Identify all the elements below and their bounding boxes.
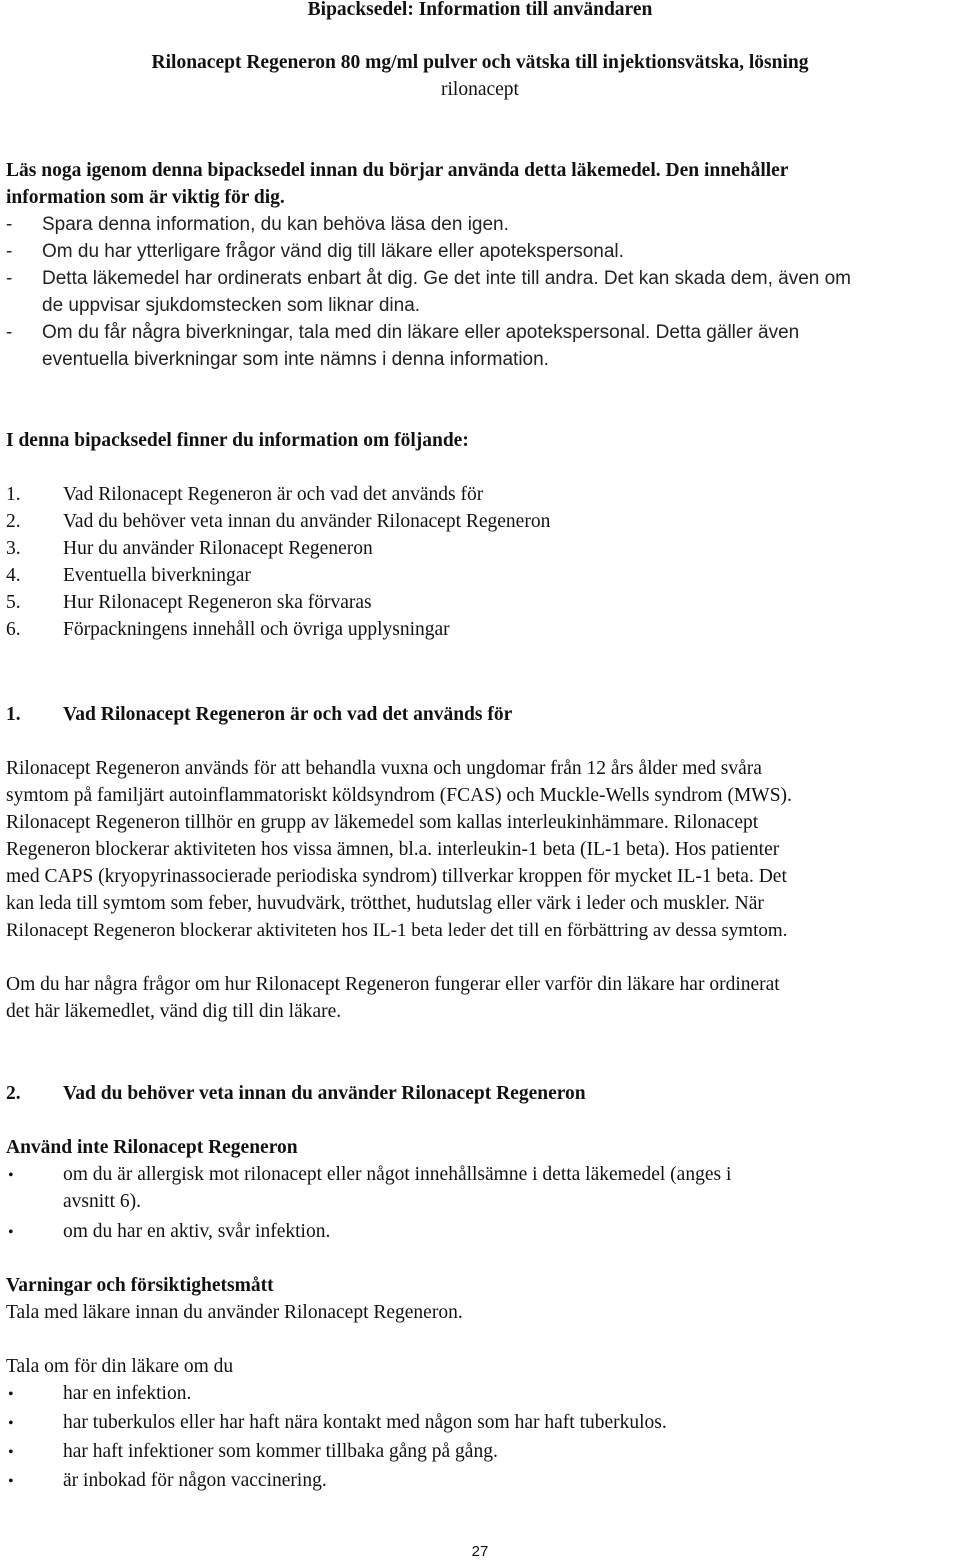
intro-list-item: [0, 265, 960, 319]
bullet-item: [0, 1409, 960, 1436]
intro-list-item: [0, 238, 960, 265]
toc-text: Hur Rilonacept Regeneron ska förvaras: [63, 592, 372, 613]
toc-item: [0, 481, 960, 508]
section-1-paragraph-2-line: Om du har några frågor om hur Rilonacept Regeneron fungerar eller varför din läkare har ordinerat: [6, 974, 780, 995]
bullet-item: [0, 1218, 960, 1245]
toc-number: 3.: [6, 538, 21, 559]
bullet-marker: •: [8, 1473, 14, 1490]
intro-item-text: de uppvisar sjukdomstecken som liknar dina.: [42, 295, 421, 316]
toc-item: [0, 616, 960, 643]
section-2-heading: [0, 1080, 960, 1107]
toc-number: 6.: [6, 619, 21, 640]
intro-item-text: Om du har ytterligare frågor vänd dig till läkare eller apotekspersonal.: [42, 241, 624, 262]
bullet-text: avsnitt 6).: [63, 1191, 141, 1212]
intro-list-item: [0, 211, 960, 238]
toc-text: Förpackningens innehåll och övriga upplysningar: [63, 619, 450, 640]
bullet-marker: •: [8, 1167, 14, 1184]
bullet-text: har tuberkulos eller har haft nära kontakt med någon som har haft tuberkulos.: [63, 1412, 667, 1433]
intro-bold-line-1: Läs noga igenom denna bipacksedel innan du börjar använda detta läkemedel. Den innehåller: [6, 160, 789, 181]
section-1-heading: [0, 701, 960, 728]
toc-heading: I denna bipacksedel finner du information om följande:: [6, 430, 469, 451]
dash-marker: -: [6, 268, 13, 289]
document-title: Bipacksedel: Information till användaren: [307, 0, 653, 20]
bullet-marker: •: [8, 1224, 14, 1241]
section-1-paragraph-line: med CAPS (kryopyrinassocierade periodiska syndrom) tillverkar kroppen för mycket IL-1 beta. Det: [6, 866, 787, 887]
toc-item: [0, 508, 960, 535]
dash-marker: -: [6, 322, 13, 343]
dash-marker: -: [6, 241, 13, 262]
section-1-paragraph-line: Rilonacept Regeneron används för att behandla vuxna och ungdomar från 12 års ålder med svåra: [6, 758, 762, 779]
bullet-text: om du har en aktiv, svår infektion.: [63, 1221, 331, 1242]
intro-item-text: Detta läkemedel har ordinerats enbart åt dig. Ge det inte till andra. Det kan skada dem, även om: [42, 268, 852, 289]
bullet-text: har en infektion.: [63, 1383, 192, 1404]
toc-text: Hur du använder Rilonacept Regeneron: [63, 538, 373, 559]
section-1-paragraph-line: Regeneron blockerar aktiviteten hos vissa ämnen, bl.a. interleukin-1 beta (IL-1 beta). Hos patienter: [6, 839, 780, 860]
bullet-text: är inbokad för någon vaccinering.: [63, 1470, 327, 1491]
toc-item: [0, 589, 960, 616]
toc-text: Eventuella biverkningar: [63, 565, 251, 586]
do-not-use-heading: Använd inte Rilonacept Regeneron: [6, 1137, 298, 1158]
bullet-text: har haft infektioner som kommer tillbaka gång på gång.: [63, 1441, 498, 1462]
tell-doctor-intro: Tala om för din läkare om du: [6, 1356, 234, 1377]
warnings-text: Tala med läkare innan du använder Rilonacept Regeneron.: [6, 1302, 463, 1323]
section-1-paragraph-2-line: det här läkemedlet, vänd dig till din läkare.: [6, 1001, 342, 1022]
section-number: 2.: [6, 1083, 21, 1104]
toc-number: 4.: [6, 565, 21, 586]
warnings-heading: Varningar och försiktighetsmått: [6, 1275, 274, 1296]
toc-text: Vad du behöver veta innan du använder Rilonacept Regeneron: [63, 511, 551, 532]
active-substance: rilonacept: [441, 79, 519, 100]
section-1-paragraph-line: Rilonacept Regeneron tillhör en grupp av läkemedel som kallas interleukinhämmare. Rilonacept: [6, 812, 759, 833]
bullet-item: [0, 1380, 960, 1407]
toc-number: 5.: [6, 592, 21, 613]
bullet-item: [0, 1467, 960, 1494]
section-1-paragraph-line: symtom på familjärt autoinflammatoriskt köldsyndrom (FCAS) och Muckle-Wells syndrom (MWS).: [6, 785, 792, 806]
intro-item-text: Spara denna information, du kan behöva läsa den igen.: [42, 214, 509, 235]
toc-item: [0, 535, 960, 562]
section-number: 1.: [6, 704, 21, 725]
intro-bold-line-2: information som är viktig för dig.: [6, 187, 285, 208]
section-title: Vad Rilonacept Regeneron är och vad det används för: [63, 704, 513, 725]
bullet-marker: •: [8, 1444, 14, 1461]
intro-item-text: eventuella biverkningar som inte nämns i denna information.: [42, 349, 549, 370]
intro-item-text: Om du får några biverkningar, tala med din läkare eller apotekspersonal. Detta gäller även: [42, 322, 800, 343]
bullet-text: om du är allergisk mot rilonacept eller något innehållsämne i detta läkemedel (anges i: [63, 1164, 732, 1185]
bullet-item: [0, 1161, 960, 1215]
bullet-item: [0, 1438, 960, 1465]
toc-number: 2.: [6, 511, 21, 532]
dash-marker: -: [6, 214, 13, 235]
toc-list: [0, 481, 960, 643]
page-number: 27: [471, 1543, 489, 1560]
product-name: Rilonacept Regeneron 80 mg/ml pulver och vätska till injektionsvätska, lösning: [151, 52, 809, 73]
section-1-paragraph-line: Rilonacept Regeneron blockerar aktiviteten hos IL-1 beta leder det till en förbättring av dessa symtom.: [6, 920, 788, 941]
bullet-marker: •: [8, 1386, 14, 1403]
toc-item: [0, 562, 960, 589]
bullet-marker: •: [8, 1415, 14, 1432]
intro-list-item: [0, 319, 960, 373]
section-1-paragraph-line: kan leda till symtom som feber, huvudvärk, trötthet, hudutslag eller värk i leder och muskler. När: [6, 893, 764, 914]
toc-number: 1.: [6, 484, 21, 505]
section-title: Vad du behöver veta innan du använder Rilonacept Regeneron: [63, 1083, 586, 1104]
toc-text: Vad Rilonacept Regeneron är och vad det används för: [63, 484, 484, 505]
